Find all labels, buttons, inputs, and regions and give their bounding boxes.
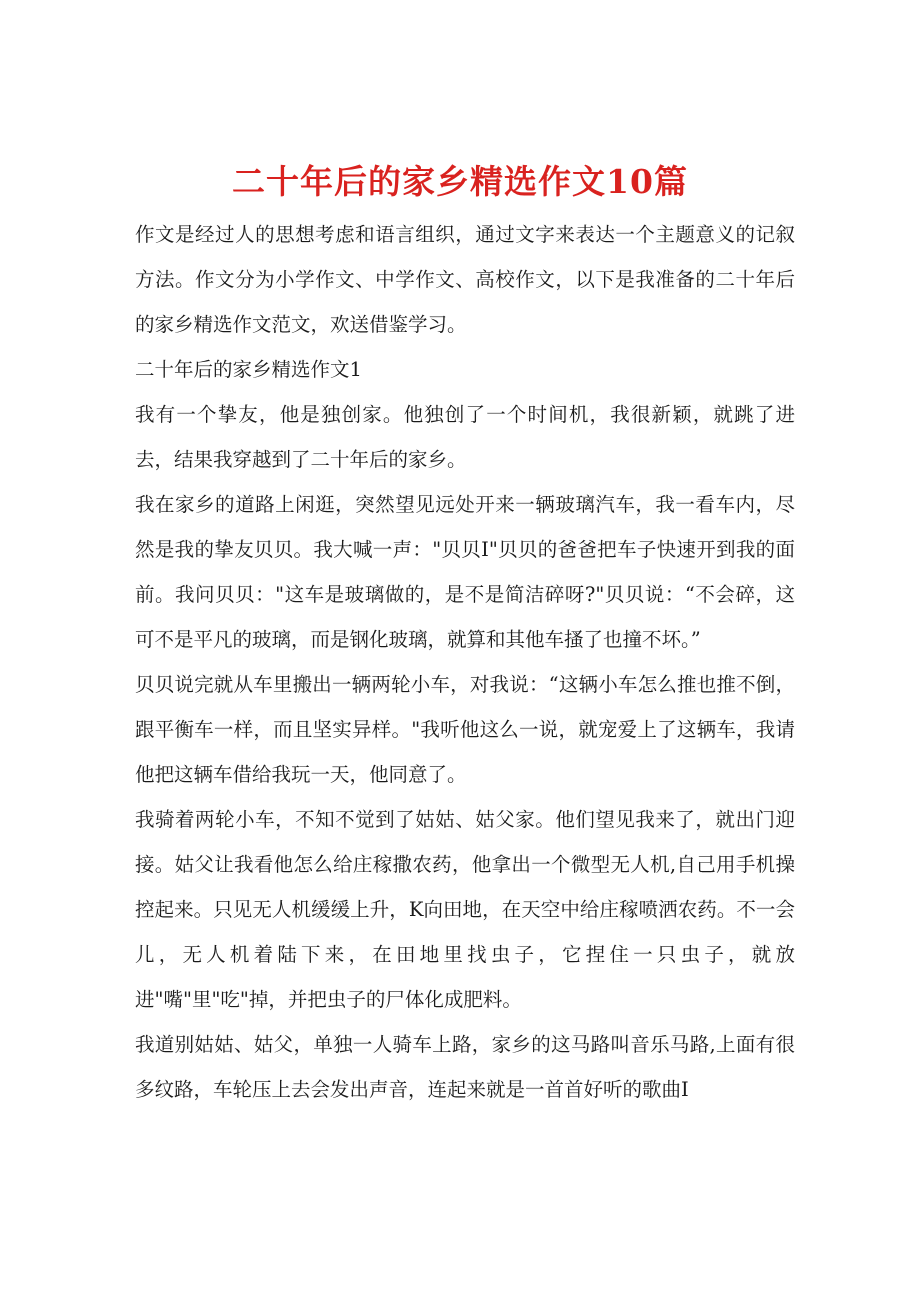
- body-paragraph: 我骑着两轮小车，不知不觉到了姑姑、姑父家。他们望见我来了，就出门迎接。姑父让我看他怎么给庄稼撒农药，他拿出一个微型无人机,自己用手机操控起来。只见无人机缓缓上升，K向田地，在天空中给庄稼喷洒农药。不一会儿，无人机着陆下来，在田地里找虫子，它捏住一只虫子，就放进"嘴"里"吃"掉，并把虫子的尸体化成肥料。: [135, 808, 795, 1011]
- intro-paragraph: 作文是经过人的思想考虑和语言组织，通过文字来表达一个主题意义的记叙方法。作文分为小学作文、中学作文、高校作文，以下是我准备的二十年后的家乡精选作文范文，欢送借鉴学习。: [135, 223, 795, 336]
- body-paragraph: 贝贝说完就从车里搬出一辆两轮小车，对我说：“这辆小车怎么推也推不倒，跟平衡车一样，而且坚实异样。"我听他这么一说，就宠爱上了这辆车，我请他把这辆车借给我玩一天，他同意了。: [135, 673, 795, 786]
- section-heading: 二十年后的家乡精选作文1: [135, 358, 362, 381]
- body-paragraph: 我道别姑姑、姑父，单独一人骑车上路，家乡的这马路叫音乐马路,上面有很多纹路，车轮压上去会发出声音，连起来就是一首首好听的歌曲I: [135, 1033, 795, 1101]
- body-paragraph: 我有一个挚友，他是独创家。他独创了一个时间机，我很新颖，就跳了进去，结果我穿越到了二十年后的家乡。: [135, 403, 795, 471]
- page-title: 二十年后的家乡精选作文10篇: [232, 162, 688, 202]
- body-paragraph: 我在家乡的道路上闲逛，突然望见远处开来一辆玻璃汽车，我一看车内，尽然是我的挚友贝贝。我大喊一声："贝贝I"贝贝的爸爸把车子快速开到我的面前。我问贝贝："这车是玻璃做的，是不是简洁碎呀?"贝贝说：“不会碎，这可不是平凡的玻璃，而是钢化玻璃，就算和其他车搔了也撞不坏。”: [135, 493, 795, 651]
- article-body: [135, 212, 795, 1112]
